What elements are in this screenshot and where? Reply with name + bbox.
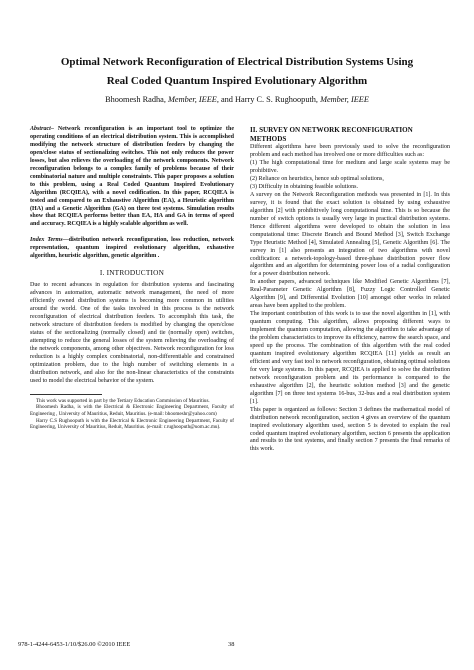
section-2-heading-line-2: METHODS: [250, 134, 287, 143]
author-1-membership: Member, IEEE: [167, 95, 217, 104]
footnote-author-2: Harry C.S Rughooputh is with the Electrical & Electronic Engineering Department, Faculty of Engineering, University of Mauritius, Reduit, Mauritius. (e-mail: r.rughooputh@uom.ac.mu).: [30, 417, 234, 431]
author-line: [20, 94, 454, 105]
paper-title-line-1: Optimal Network Reconfiguration of Electrical Distribution Systems Using: [60, 56, 414, 68]
footnote-author-1: Bhoomesh Radha, is with the Electrical & Electronic Engineering Department, Faculty of Engineering , University of Mauritius, Reduit, Mauritius. (e-mail: bhoomeshr@yahoo.com): [30, 404, 234, 417]
index-terms-text: —distribution network reconfiguration, loss reduction, network representation, quantum inspired evolutionary algorithm, exhaustive algorithm, heuristic algorithm, genetic algorithm .: [30, 237, 234, 260]
abstract: [30, 126, 234, 229]
author-2-membership: Member, IEEE: [320, 95, 369, 104]
section-1-heading: I. INTRODUCTION: [99, 268, 165, 278]
copyright-footer: 978-1-4244-6453-1/10/$26.00 ©2010 IEEE: [18, 641, 131, 648]
section-2-heading: [250, 126, 450, 143]
section-2-paragraph-2: A survey on the Network Reconfiguration methods was presented in [1]. In this survey, it is found that the exact solution is obtained by using exhaustive algorithm [2] with prohibitively long computational time. This is so because the number of switch options is usually very large in practical distribution systems. Hence different algorithms were developed to obtain the solution in less computational time: Discrete Branch and Bound Method [3], Switch Exchange Type Heuristic Method [4], Simulated Annealing [5], Genetic Algorithm [6]. The survey in [1] also presents an integration of two algorithms with novel codification: a network-topology-based three-phase distribution power flow algorithm and an algorithm for determining power loss of a radial configuration for a power distribution network.: [250, 191, 450, 278]
difficulty-item-3: (3) Difficulty in obtaining feasible solutions.: [250, 183, 359, 190]
section-2-paragraph-4: The important contribution of this work is to use the novel algorithm in [1], with quantum computing. This algorithm, allows proposing different ways to implement the quantum computation, allowing the algorithm to take advantage of the problem characteristics to improve its efficiency, narrow the search space, and speed up the process. The combination of this algorithm with the real coded quantum inspired evolutionary algorithm RCQIEA [11] yields as result an efficient and very fast tool to network reconfiguration, obtaining optimal solutions for very large systems. In this paper, RCQIEA is applied to solve the distribution network reconfiguration problem and its performance is compared to the exhaustive algorithm [2], the heuristic solution method [3] and the genetic algorithm [7] on three test systems 16-bus, 32-bus and a real distribution system [1].: [250, 311, 450, 405]
footnote-funding: This work was supported in part by the Tertiary Education Commission of Mauritius.: [36, 397, 210, 404]
index-terms: [30, 237, 234, 261]
section-1-paragraph: Due to recent advances in regulation for distribution systems and fascinating advances in automation, automatic network management, the need of more efficiently owned distribution systems is becoming more common in utilities around the world. One of the tasks involved in this process is the network reconfiguration of electrical distribution feeders. To accomplish this task, the network structure of distribution feeders is modified by changing the open/close status of the sectionalizing (normally closed) and tie (normally open) switches, attempting to reduce the general losses of the system relieving the overloading of the network components, among other objectives. Network reconfiguration for loss reduction is a highly complex combinatorial, non-differentiable and constrained optimization problem, due to the high number of switching elements in a distribution network, and also for the non-linear characteristics of the constraints used to model the electrical behavior of the system.: [30, 282, 234, 384]
abstract-text: – Network reconfiguration is an important tool to optimize the operating conditions of an electrical distribution system. This is accomplished modifying the network structure of distribution feeders by changing the open/close status of sectionalizing switches. This not only reduces the power losses, but also relieves the overloading of the network components. Network reconfiguration belongs to a complex family of problems because of their combinatorial nature and multiple constraints. This paper proposes a solution to this problem, using a Real Coded Quantum Inspired Evolutionary Algorithm (RCQIEA), with a novel codification. In this paper, RCQIEA is tested and compared to an Exhaustive Algorithm (EA), a Heuristic algorithm (HA) and a Genetic Algorithm (GA) on three test systems. Simulation results show that RCQIEA performs better than EA, HA and GA in terms of speed and accuracy. RCQIEA is a highly scalable algorithm as well.: [30, 126, 234, 228]
authors-mid: , and Harry C. S. Rughooputh,: [216, 95, 321, 104]
section-2-paragraph-5: This paper is organized as follows: Section 3 defines the mathematical model of distribution network reconfiguration, section 4 gives an overview of the quantum inspired evolutionary algorithm used, section 5 is devoted to explain the real coded quantum inspired evolutionary algorithm, section 6 presents the application and results to the test systems, and finally section 7 presents the final remarks of this work.: [250, 406, 450, 453]
difficulty-item-1: (1) The high computational time for medium and large scale systems may be prohibitive.: [250, 160, 450, 175]
paper-title-line-2: Real Coded Quantum Inspired Evolutionary Algorithm: [106, 75, 368, 87]
page-number: 38: [228, 641, 235, 648]
section-2-paragraph-3: In another papers, advanced techniques like Modified Genetic Algorithms [7], Real-Parameter Genetic Algorithm [8], Fuzzy Logic Controlled Genetic Algorithm [9], and Differential Evolution [10] amongst other works in related areas have been applied to the problem.: [250, 279, 450, 310]
footnote-divider: [30, 394, 102, 395]
authors-pre: Bhoomesh Radha,: [105, 95, 168, 104]
index-terms-label: Index Terms: [30, 237, 63, 244]
left-column: [30, 126, 234, 431]
abstract-label: Abstract: [30, 126, 51, 132]
paper-title: [20, 53, 454, 91]
section-2-heading-line-1: II. SURVEY ON NETWORK RECONFIGURATION: [250, 126, 413, 134]
section-2-paragraph-1: Different algorithms have been previously used to solve the reconfiguration problem and each method has involved one or more difficulties such as:: [250, 144, 450, 159]
difficulty-item-2: (2) Reliance on heuristics, hence sub optimal solutions,: [250, 176, 384, 182]
right-column: [250, 126, 450, 454]
